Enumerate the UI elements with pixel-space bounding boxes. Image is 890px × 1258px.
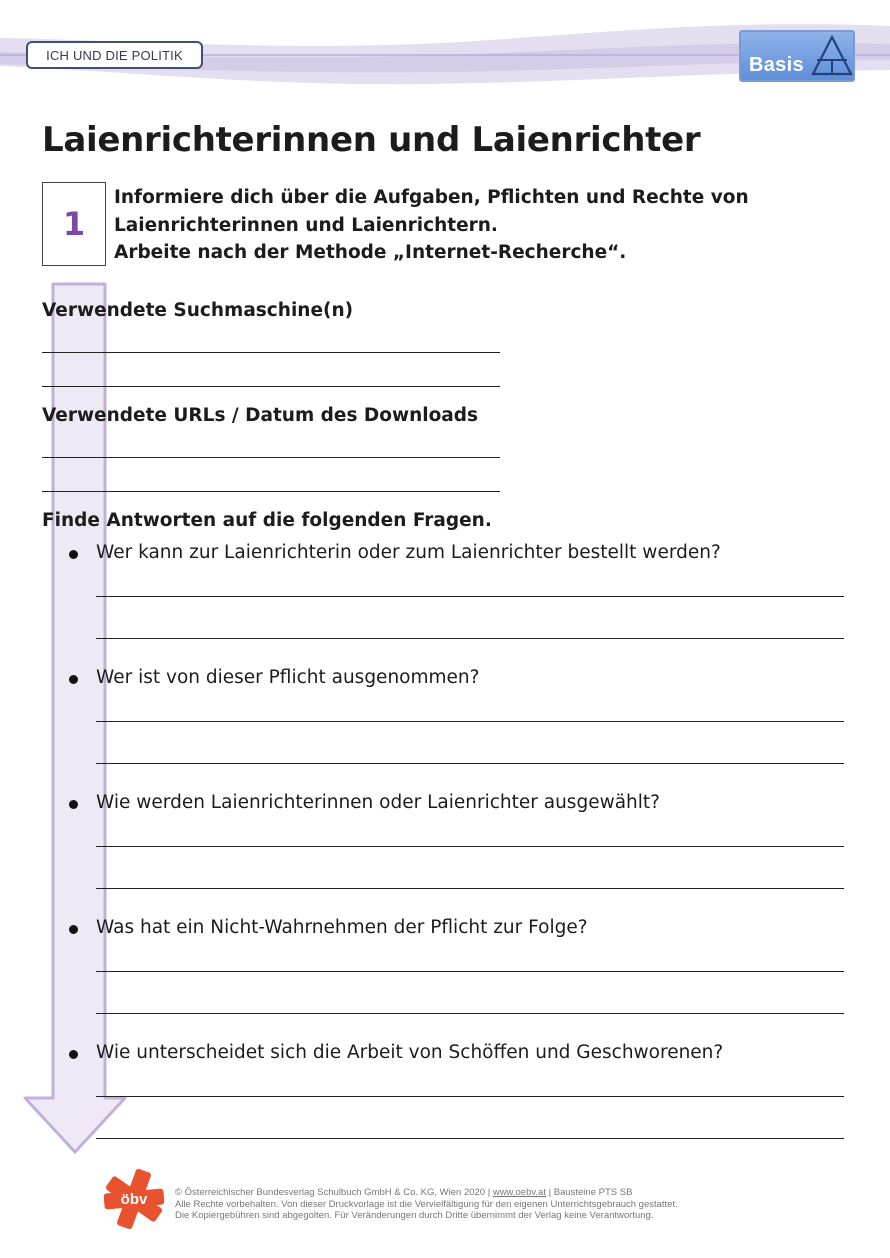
answer-line[interactable] <box>96 638 844 639</box>
bullet-icon <box>69 675 78 684</box>
bullet-icon <box>69 925 78 934</box>
publisher-logo <box>104 1168 164 1230</box>
footer-line-2: Alle Rechte vorbehalten. Von dieser Druckvorlage ist die Vervielfältigung für den eigenen Unterrichtsgebrauch gestattet. <box>175 1198 678 1210</box>
instruction-line: Informiere dich über die Aufgaben, Pflichten und Rechte von <box>114 187 749 208</box>
footer-line-1 <box>175 1187 795 1199</box>
answer-line[interactable] <box>42 491 500 492</box>
footer-copyright <box>175 1187 795 1222</box>
instruction-line: Arbeite nach der Methode „Internet-Recherche“. <box>114 242 627 263</box>
search-engines-label: Verwendete Suchmaschine(n) <box>42 300 354 321</box>
answer-line[interactable] <box>96 888 844 889</box>
answer-line[interactable] <box>96 721 844 722</box>
answer-line[interactable] <box>96 1138 844 1139</box>
question-text: Wie unterscheidet sich die Arbeit von Schöffen und Geschworenen? <box>96 1042 724 1063</box>
level-badge <box>739 30 855 82</box>
topic-tag: ICH UND DIE POLITIK <box>26 41 203 69</box>
answer-line[interactable] <box>42 457 500 458</box>
answer-line[interactable] <box>42 352 500 353</box>
answer-line[interactable] <box>96 971 844 972</box>
answer-line[interactable] <box>42 386 500 387</box>
urls-label: Verwendete URLs / Datum des Downloads <box>42 405 479 426</box>
question-text: Wer ist von dieser Pflicht ausgenommen? <box>96 667 480 688</box>
bullet-icon <box>69 1050 78 1059</box>
footer-line-3: Die Kopiergebühren sind abgegolten. Für Veränderungen durch Dritte übernimmt der Verlag keine Verantwortung. <box>175 1210 654 1222</box>
question-text: Wer kann zur Laienrichterin oder zum Laienrichter bestellt werden? <box>96 542 721 563</box>
level-badge-label: Basis <box>749 54 804 76</box>
publisher-website-link[interactable]: www.oebv.at <box>492 1187 546 1198</box>
footer-line-1-prefix: © Österreichischer Bundesverlag Schulbuch GmbH & Co. KG, Wien 2020 | <box>175 1187 493 1198</box>
instruction-line: Laienrichterinnen und Laienrichtern. <box>114 214 498 236</box>
footer-line-1-suffix: | Bausteine PTS SB <box>545 1187 633 1198</box>
answer-line[interactable] <box>96 596 844 597</box>
answer-line[interactable] <box>96 1013 844 1014</box>
publisher-logo-text: öbv <box>120 1191 148 1208</box>
questions-intro: Finde Antworten auf die folgenden Fragen. <box>42 510 492 531</box>
page-title: Laienrichterinnen und Laienrichter <box>42 120 701 160</box>
task-instructions <box>114 184 814 267</box>
question-text: Wie werden Laienrichterinnen oder Laienrichter ausgewählt? <box>96 792 660 813</box>
question-text: Was hat ein Nicht-Wahrnehmen der Pflicht zur Folge? <box>96 917 588 938</box>
answer-line[interactable] <box>96 1096 844 1097</box>
bullet-icon <box>69 800 78 809</box>
answer-line[interactable] <box>96 763 844 764</box>
answer-line[interactable] <box>96 846 844 847</box>
bullet-icon <box>69 550 78 559</box>
triangle-level-icon <box>811 34 853 78</box>
task-number: 1 <box>42 182 106 266</box>
